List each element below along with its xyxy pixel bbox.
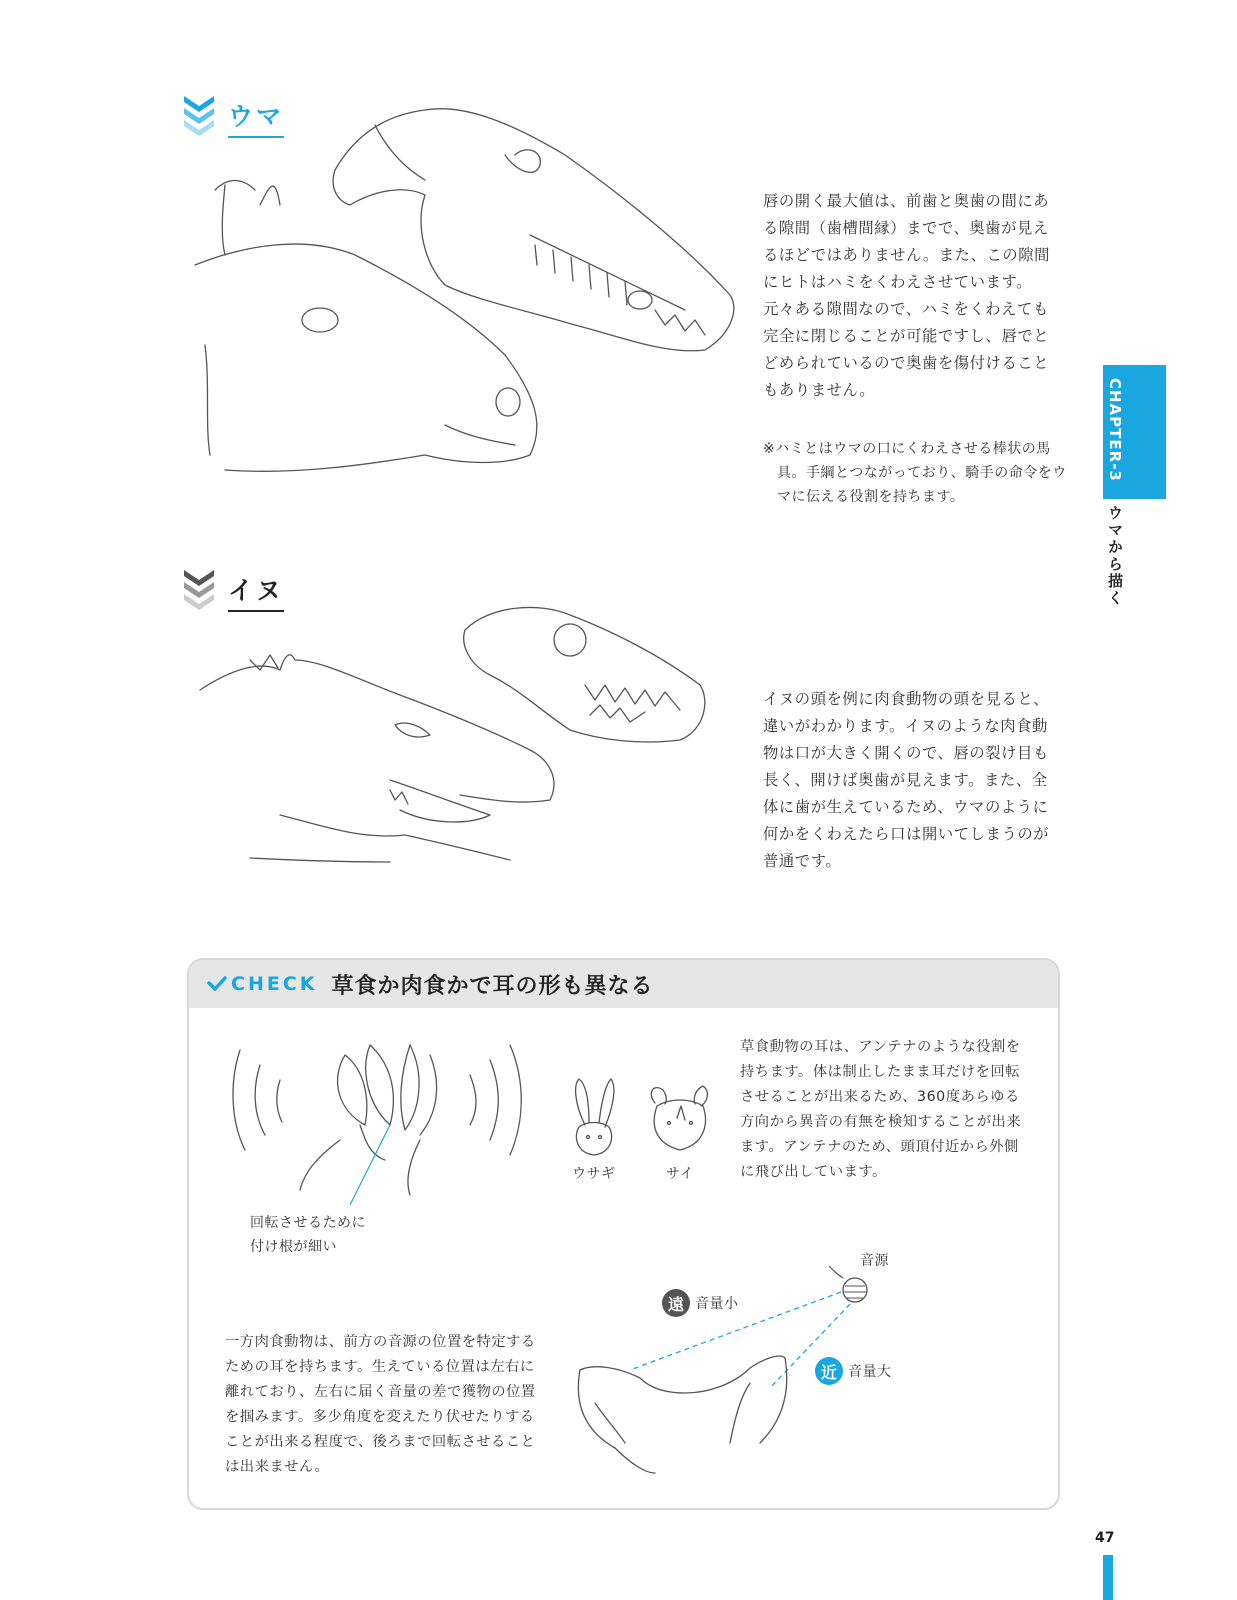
check-title: 草食か肉食かで耳の形も異なる (331, 973, 654, 999)
near-label: 音量大 (848, 1364, 892, 1380)
rhino-icon (645, 1078, 715, 1158)
check-icon (207, 976, 227, 992)
chapter-title: ウマから描く (1106, 505, 1124, 607)
ear-caption: 回転させるために付け根が細い (250, 1215, 366, 1255)
rhino-label: サイ (666, 1166, 695, 1182)
page-bar (1103, 1555, 1113, 1600)
uma-title: ウマ (228, 97, 284, 138)
near-badge: 近 (815, 1357, 843, 1385)
chapter-tab-label: CHAPTER-3 (1106, 378, 1124, 482)
far-indicator (662, 1289, 739, 1317)
pointer-line (340, 1120, 400, 1210)
sound-source-label: 音源 (860, 1253, 889, 1269)
far-badge: 遠 (662, 1289, 690, 1317)
uma-note: ※ハミとはウマの口にくわえさせる棒状の馬具。手綱とつながっており、騎手の命令をウマに伝える役割を持ちます。 (763, 441, 1067, 505)
uma-body-text: 唇の開く最大値は、前歯と奥歯の間にある隙間（歯槽間縁）までで、奥歯が見えるほどではありません。また、この隙間にヒトはハミをくわえさせています。元々ある隙間なので、ハミをくわえても完全に閉じることが可能ですし、唇でとどめられているので奥歯を傷付けることもありません。 (763, 192, 1051, 399)
page-number: 47 (1095, 1530, 1115, 1546)
inu-title: イヌ (228, 571, 284, 612)
far-label: 音量小 (695, 1296, 739, 1312)
check-header (189, 960, 1058, 1008)
check-label: CHECK (231, 973, 318, 995)
carnivore-text: 一方肉食動物は、前方の音源の位置を特定するための耳を持ちます。生えている位置は左右に離れており、左右に届く音量の差で獲物の位置を掴みます。多少角度を変えたり伏せたりすることが出来る程度で、後ろまで回転させることは出来ません。 (225, 1334, 536, 1475)
near-indicator (815, 1357, 892, 1385)
inu-body-text: イヌの頭を例に肉食動物の頭を見ると、違いがわかります。イヌのような肉食動物は口が大きく開くので、唇の裂け目も長く、開けば奥歯が見えます。また、全体に歯が生えているため、ウマのように何かをくわえたら口は開いてしまうのが普通です。 (763, 690, 1050, 870)
rabbit-label: ウサギ (572, 1166, 616, 1182)
dog-sketch (190, 600, 730, 880)
herbivore-text: 草食動物の耳は、アンテナのような役割を持ちます。体は制止したまま耳だけを回転させることが出来るため、360度あらゆる方向から異音の有無を検知することが出来ます。アンテナのため、頭頂付近から外側に飛び出しています。 (740, 1039, 1022, 1180)
horse-sketch (185, 95, 745, 495)
rabbit-icon (565, 1075, 625, 1160)
